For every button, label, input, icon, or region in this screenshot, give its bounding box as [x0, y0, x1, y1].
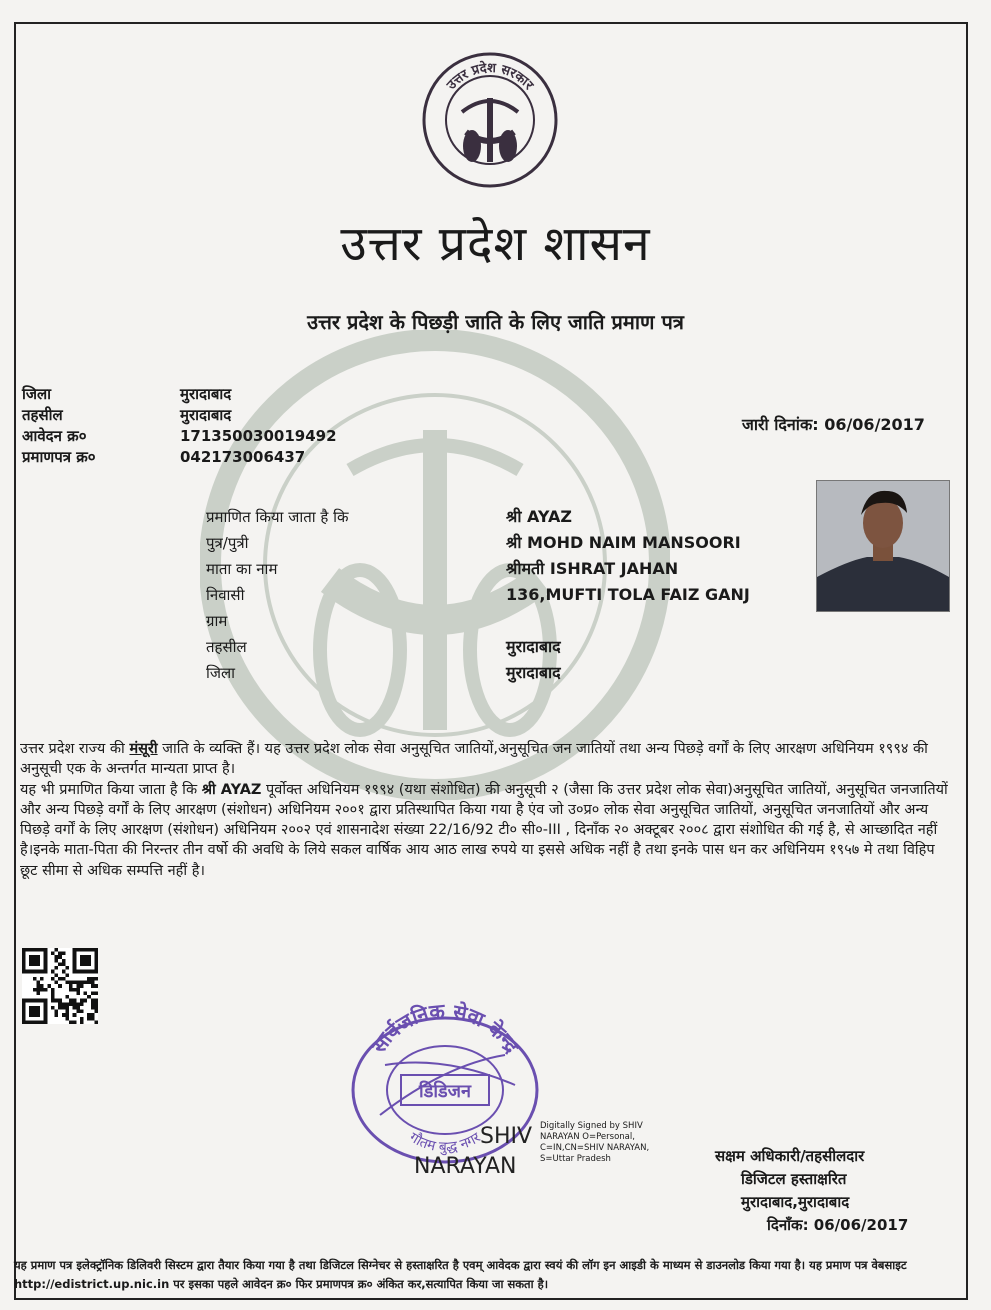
detail-row-tehsil: तहसील मुरादाबाद — [206, 637, 561, 656]
qr-code — [22, 948, 98, 1024]
body-paragraph-declaration: यह भी प्रमाणित किया जाता है कि श्री AYAZ पूर्वोक्त अधिनियम १९९४ (यथा संशोधित) की अनुसूची २ (जैसा कि उत्तर प्रदेश लोक सेवा)अनुसूचित जातियों, अनुसूचित जनजातियों और अन्य पिछड़े वर्गों के लिए आरक्षण (संशोधन) अधिनियम २००१ द्वारा प्रतिस्थापित किया गया है एंव जो उ०प्र० लोक सेवा अनुसूचित जातियों, अनुसूचित जनजातियों और अन्य पिछड़े वर्गों के लिए आरक्षण (संशोधन) अधिनियम २००२ एवं शासनादेश संख्या 22/16/92 टी० सी०-III , दिनाँक २० अक्टूबर २००८ द्वारा संशोधित की गई है, से आच्छादित नहीं है।इनके माता-पिता की निरन्तर तीन वर्षो की अवधि के लिये सकल वार्षिक आय आठ लाख रुपये या इससे अधिक नहीं है तथा इनके पास धन कर अधिनियम १९५७ मे तथा विहिप छूट सीमा से अधिक सम्पत्ति नहीं है। — [20, 781, 948, 879]
document-title: उत्तर प्रदेश शासन — [340, 216, 651, 272]
officer-sign-type: डिजिटल हस्ताक्षरित — [741, 1170, 847, 1188]
meta-row-district: जिला मुरादाबाद — [22, 385, 232, 403]
detail-row-district: जिला मुरादाबाद — [206, 663, 561, 682]
officer-title: सक्षम अधिकारी/तहसीलदार — [715, 1147, 865, 1165]
document-subtitle: उत्तर प्रदेश के पिछड़ी जाति के लिए जाति प्रमाण पत्र — [307, 310, 684, 334]
digital-signature-info: Digitally Signed by SHIV NARAYAN O=Personal, C=IN,CN=SHIV NARAYAN, S=Uttar Pradesh — [540, 1121, 650, 1164]
emblem-ring-text: उत्तर प्रदेश सरकार — [444, 60, 536, 93]
svg-text:सार्वजनिक सेवा केन्द्र — [366, 999, 525, 1059]
officer-location: मुरादाबाद,मुरादाबाद — [741, 1193, 850, 1211]
up-government-emblem — [420, 50, 560, 190]
officer-date: दिनाँक: 06/06/2017 — [767, 1216, 909, 1234]
meta-row-tehsil: तहसील मुरादाबाद — [22, 406, 232, 424]
meta-row-certificate-no: प्रमाणपत्र क्र० 042173006437 — [22, 448, 306, 466]
detail-row-certified-person: प्रमाणित किया जाता है कि श्री AYAZ — [206, 507, 572, 526]
applicant-photo — [816, 480, 950, 612]
detail-row-residence: निवासी 136,MUFTI TOLA FAIZ GANJ — [206, 585, 750, 604]
verification-footer: यह प्रमाण पत्र इलेक्ट्रॉनिक डिलिवरी सिस्टम द्वारा तैयार किया गया है तथा डिजिटल सिग्नेचर से हस्ताक्षरित है एवम् आवेदक द्वारा स्वयं की लॉग इन आइडी के माध्यम से डाउनलोड किया गया है। यह प्रमाण पत्र वेबसाइट http://edistrict.up.nic.in पर इसका पहले आवेदन क्र० फिर प्रमाणपत्र क्र० अंकित कर,सत्यापित किया जा सकता है। — [14, 1258, 907, 1291]
detail-row-parent: पुत्र/पुत्री श्री MOHD NAIM MANSOORI — [206, 533, 741, 552]
applicant-details — [206, 504, 750, 686]
certificate-meta — [22, 384, 337, 468]
certificate-body — [20, 739, 950, 881]
stamp-ring-text: सार्वजनिक सेवा केन्द्र — [366, 998, 524, 1058]
issuing-officer — [715, 1145, 908, 1237]
detail-row-village: ग्राम — [206, 612, 228, 630]
caste-name: मंसूरी — [129, 741, 158, 757]
detail-row-mother: माता का नाम श्रीमती ISHRAT JAHAN — [206, 559, 679, 578]
meta-row-application-no: आवेदन क्र० 171350030019492 — [22, 427, 337, 445]
stamp-center-text: डिडिजन — [419, 1081, 471, 1102]
applicant-name-inline: श्री AYAZ — [201, 781, 262, 798]
stamp-bottom-text: गौतम बुद्ध नगर — [406, 1129, 484, 1156]
issue-date: जारी दिनांक: 06/06/2017 — [742, 415, 925, 434]
body-paragraph-caste: उत्तर प्रदेश राज्य की मंसूरी जाति के व्यक्ति हैं। यह उत्तर प्रदेश लोक सेवा अनुसूचित जातियों,अनुसूचित जन जातियों तथा अन्य पिछड़े वर्गों के लिए आरक्षण अधिनियम १९९४ की अनुसूची एक के अन्तर्गत मान्यता प्राप्त है। — [20, 741, 928, 778]
